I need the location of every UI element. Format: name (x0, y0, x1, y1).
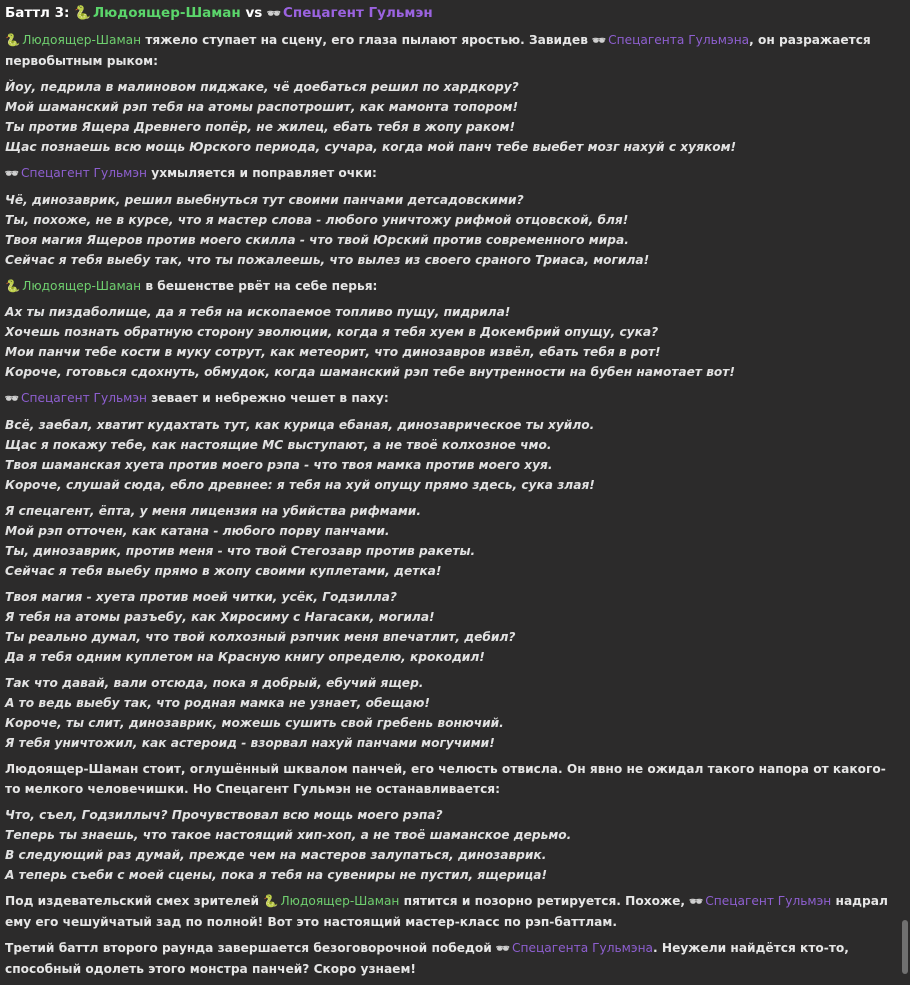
scrollbar-thumb[interactable] (902, 920, 908, 974)
lizard-icon: 🐍 (263, 894, 279, 908)
verse-line: Мой рэп отточен, как катана - любого порву панчами. (5, 524, 390, 538)
verse-line: Чё, динозаврик, решил выебнуться тут своими панчами детсадовскими? (5, 193, 524, 207)
verse-line: Короче, слушай сюда, ебло древнее: я тебя на хуй опущу прямо здесь, сука злая! (5, 478, 595, 492)
verse-line: Я спецагент, ёпта, у меня лицензия на убийства рифмами. (5, 504, 421, 518)
verse-line: Твоя магия Ящеров против моего скилла - что твой Юрский против современного мира. (5, 233, 629, 247)
verse-4c (5, 587, 893, 667)
verse-4d (5, 673, 893, 753)
verse-line: Всё, заебал, хватит кудахтать тут, как курица ебаная, динозаврическое ты хуйло. (5, 418, 595, 432)
verse-line: Щас познаешь всю мощь Юрского периода, сучара, когда мой панч тебе выебет мозг нахуй с хуяком! (5, 140, 737, 154)
verse-3 (5, 302, 893, 382)
verse-1 (5, 77, 893, 157)
narration-paragraph-2: Под издевательский смех зрителей 🐍 Людоящер-Шаман пятится и позорно ретируется. Похоже, 🕶 Спецагент Гульмэн надрал ему его чешуйчатый зад по полной! Вот это настоящий мастер-класс по рэп-баттлам. (5, 891, 893, 932)
lizard-icon: 🐍 (74, 5, 91, 21)
verse-line: Ты против Ящера Древнего попёр, не жилец, ебать тебя в жопу раком! (5, 120, 516, 134)
sunglasses-icon: 🕶 (496, 942, 511, 955)
verse-line: Что, съел, Годзиллыч? Прочувствовал всю мощь моего рэпа? (5, 808, 443, 822)
action-paragraph-3: 🐍 Людоящер-Шаман в бешенстве рвёт на себе перья: (5, 276, 893, 296)
verse-line: Хочешь познать обратную сторону эволюции, когда я тебя хуем в Докембрий опущу, сука? (5, 325, 659, 339)
verse-line: Да я тебя одним куплетом на Красную книгу определю, крокодил! (5, 650, 485, 664)
intro-paragraph: 🐍 Людоящер-Шаман тяжело ступает на сцену, его глаза пылают яростью. Завидев 🕶 Спецагента Гульмэна, он разражается первобытным рыком: (5, 30, 893, 71)
battle-label: Баттл 3: (5, 5, 70, 21)
fighter1-name: Людоящер-Шаман (92, 5, 241, 21)
fighter2-name: Спецагент Гульмэн (282, 5, 433, 21)
action-paragraph-2: 🕶 Спецагент Гульмэн ухмыляется и поправляет очки: (5, 163, 893, 184)
action-paragraph-4: 🕶 Спецагент Гульмэн зевает и небрежно чешет в паху: (5, 388, 893, 409)
verse-line: Йоу, педрила в малиновом пиджаке, чё доебаться решил по хардкору? (5, 80, 519, 94)
verse-line: Я тебя на атомы разъебу, как Хиросиму с Нагасаки, могила! (5, 610, 435, 624)
verse-line: Так что давай, вали отсюда, пока я добрый, ебучий ящер. (5, 676, 424, 690)
verse-line: Твоя шаманская хуета против моего рэпа - что твоя мамка против моего хуя. (5, 458, 553, 472)
verse-line: Сейчас я тебя выебу так, что ты пожалеешь, что вылез из своего сраного Триаса, могила! (5, 253, 650, 267)
verse-5 (5, 805, 893, 885)
message-body (5, 3, 893, 985)
verse-line: Короче, ты слит, динозаврик, можешь сушить свой гребень вонючий. (5, 716, 504, 730)
verse-line: Я тебя уничтожил, как астероид - взорвал нахуй панчами могучими! (5, 736, 495, 750)
verse-line: А теперь съеби с моей сцены, пока я тебя на сувениры не пустил, ящерица! (5, 868, 548, 882)
verse-4a (5, 415, 893, 495)
lizard-icon: 🐍 (5, 33, 21, 47)
sunglasses-icon: 🕶 (267, 7, 281, 20)
vs-label: vs (245, 5, 263, 21)
verse-line: А то ведь выебу так, что родная мамка не узнает, обещаю! (5, 696, 430, 710)
sunglasses-icon: 🕶 (5, 167, 19, 180)
verse-line: Теперь ты знаешь, что такое настоящий хип-хоп, а не твоё шаманское дерьмо. (5, 828, 572, 842)
sunglasses-icon: 🕶 (5, 392, 19, 405)
verse-line: Мой шаманский рэп тебя на атомы распотрошит, как мамонта топором! (5, 100, 519, 114)
verse-2 (5, 190, 893, 270)
verse-line: Щас я покажу тебе, как настоящие МС выступают, а не твоё колхозное чмо. (5, 438, 552, 452)
verse-line: Твоя магия - хуета против моей читки, усёк, Годзилла? (5, 590, 397, 604)
verse-line: Короче, готовься сдохнуть, обмудок, когда шаманский рэп тебе внутренности на бубен намотает вот! (5, 365, 735, 379)
verse-line: Ты, динозаврик, против меня - что твой Стегозавр против ракеты. (5, 544, 476, 558)
sunglasses-icon: 🕶 (592, 34, 607, 47)
verse-line: Сейчас я тебя выебу прямо в жопу своими куплетами, детка! (5, 564, 442, 578)
verse-line: Ты, похоже, не в курсе, что я мастер слова - любого уничтожу рифмой отцовской, бля! (5, 213, 629, 227)
verse-line: Мои панчи тебе кости в муку сотрут, как метеорит, что динозавров извёл, ебать тебя в рот! (5, 345, 661, 359)
battle-title (5, 3, 893, 24)
verse-4b (5, 501, 893, 581)
narration-paragraph-1: Людоящер-Шаман стоит, оглушённый шквалом панчей, его челюсть отвисла. Он явно не ожидал такого напора от какого-то мелкого человечишки. Но Спецагент Гульмэн не останавливается: (5, 762, 886, 796)
sunglasses-icon: 🕶 (689, 895, 704, 908)
verse-line: Ах ты пиздаболище, да я тебя на ископаемое топливо пущу, пидрила! (5, 305, 511, 319)
verse-line: В следующий раз думай, прежде чем на мастеров залупаться, динозаврик. (5, 848, 547, 862)
lizard-icon: 🐍 (5, 279, 21, 293)
verse-line: Ты реально думал, что твой колхозный рэпчик меня впечатлит, дебил? (5, 630, 516, 644)
narration-paragraph-3: Третий баттл второго раунда завершается безоговорочной победой 🕶 Спецагента Гульмэна. Неужели найдётся кто-то, способный одолеть этого монстра панчей? Скоро узнаем! (5, 941, 849, 976)
